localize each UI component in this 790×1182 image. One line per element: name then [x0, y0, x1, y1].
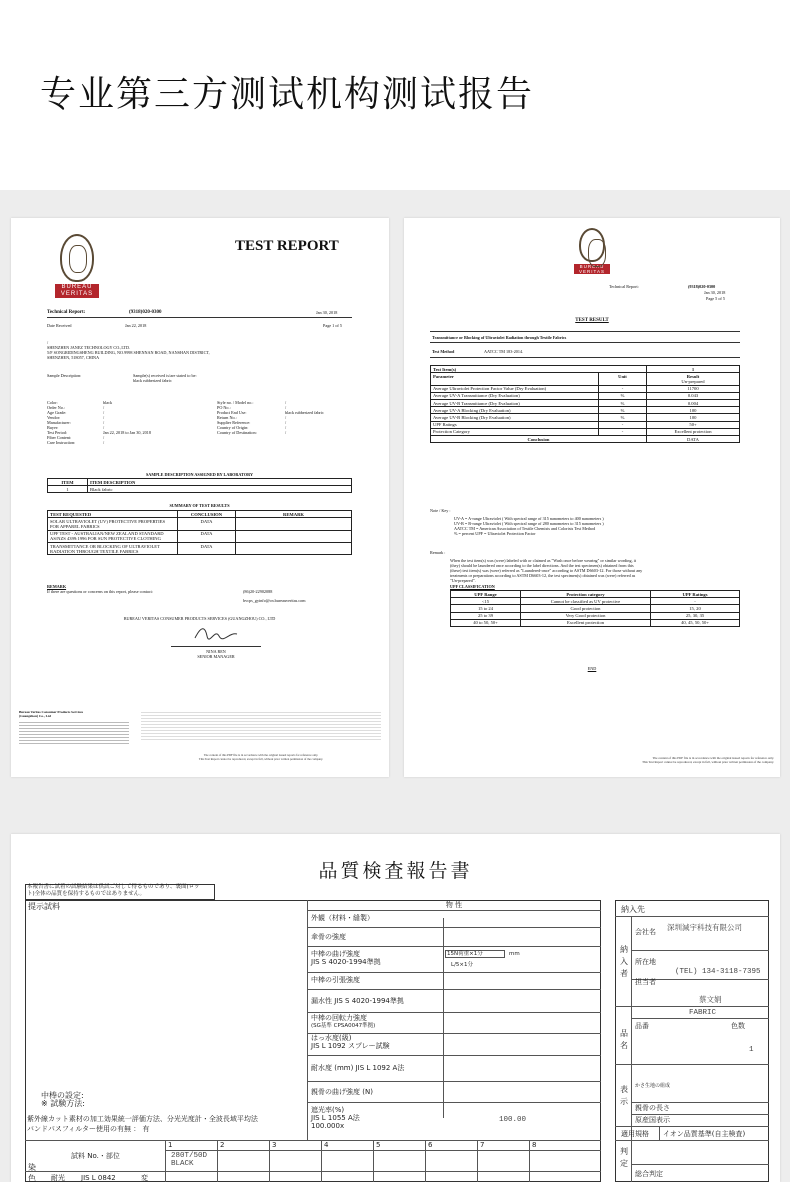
table-title: Transmittance or Blocking of Ultraviolet Radiation through Textile Fabrics	[432, 335, 567, 340]
standard-label: 適用規格	[621, 1130, 649, 1138]
colour-row-label: 試料 No.・部位	[71, 1152, 120, 1160]
origin-label: 原産国表示	[635, 1116, 670, 1124]
product-side-label: 品名	[620, 1029, 628, 1050]
col-number: 7	[480, 1141, 485, 1149]
composition-label: かさ生地の組成	[635, 1083, 671, 1089]
contact-phone: (86)20-22902088	[243, 589, 273, 594]
jp-report-title: 品質検査報告書	[318, 860, 473, 882]
report-date: Jan 30, 2018	[704, 290, 726, 295]
col-number: 8	[532, 1141, 537, 1149]
footer-fine-print	[141, 710, 381, 742]
test-method: AATCC TM 183-2014.	[484, 349, 524, 354]
row-rotate: 中棒の回転力強度 (SG基準 CPSA0047準拠)	[311, 1014, 376, 1029]
shade-value: 100.00	[499, 1116, 527, 1124]
bureau-veritas-logo	[55, 234, 99, 298]
contact-email: bvcps_gyinfo@cn.bureauveritas.com	[243, 598, 306, 603]
signature-icon	[191, 622, 241, 644]
sample-1-spec: 280T/50D BLACK	[171, 1152, 208, 1168]
end-marker: END	[587, 666, 597, 671]
bend-load: 15N荷重×1分	[447, 951, 483, 957]
color-count: 1	[749, 1046, 754, 1054]
remark-title: REMARK	[47, 584, 67, 589]
remark-text: If there are questions or concerns on this report, please contact:	[47, 589, 153, 594]
logo-text: BUREAU VERITAS	[55, 284, 99, 298]
standard-value: イオン品質基準(自主検査)	[663, 1130, 746, 1138]
judge-side-label: 判定	[620, 1147, 628, 1168]
change-label: 変	[141, 1174, 148, 1182]
date-received-label: Date Received	[47, 323, 72, 328]
sample-section-title: SAMPLE DESCRIPTION ASSIGNED BY LABORATORY	[145, 472, 254, 477]
signature-line	[171, 646, 261, 647]
sample-description-label: Sample Description:	[47, 373, 82, 378]
page-header	[0, 0, 790, 190]
page-headline: 专业第三方测试机构测试报告	[40, 74, 535, 115]
divider	[430, 342, 740, 343]
section-title: TEST RESULT	[575, 318, 609, 323]
row-rib-bend: 親骨の曲げ強度 (N)	[311, 1088, 373, 1096]
row-leak: 漏水性 JIS S 4020-1994準拠	[311, 997, 404, 1005]
client-address: / SHENZHEN JANEZ TECHNOLOGY CO.,LTD. 5/F SONGRIDINGSHENG BUILDING, NO.9998 SHENNAN ROAD, NANSHAN DISTRICT, SHENZHEN, 518057, CHINA	[47, 340, 210, 360]
upf-class-title: UPF CLASSIFICATION	[450, 584, 495, 589]
bureau-veritas-seal-icon	[579, 228, 605, 262]
bureau-veritas-seal-icon	[60, 234, 94, 282]
col-number: 3	[272, 1141, 277, 1149]
tech-report-label: Technical Report:	[47, 310, 86, 315]
logo-text: BUREAU VERITAS	[574, 264, 610, 274]
tel: (TEL) 134-3118-7395	[675, 968, 761, 976]
page-number: Page 1 of 5	[323, 323, 342, 328]
quality-inspection-report	[11, 834, 780, 1182]
fabric-label: FABRIC	[689, 1009, 717, 1017]
footer-company: Bureau Veritas Consumer Products Services (Guangzhou) Co., Ltd	[19, 710, 84, 718]
grid-line	[307, 900, 308, 1140]
address-label: 所在地	[635, 958, 656, 966]
notes: UV-A = A-range Ultraviolet ( With spectral range of 315 nanometers to 400 nanometers ) UV-B = B-range Ultraviolet ( With spectral range of 280 nanometers to 315 nanometers ) AATCC TM = American Association of Textile Chemists and Colorists Test Method % = percent UPF = Ultraviolet Protection Factor	[454, 516, 604, 536]
signer-name: NINA REN	[206, 649, 226, 654]
fields-left: Color: black Order No.: / Age Grade: / Vendor: / Manufacturer: / Buyer: / Test Period: Jan 22, 2018 to Jan 30, 2018 Fiber Content: / Care Instruction: /	[47, 400, 151, 445]
property-header: 物 性	[445, 901, 463, 909]
report-date: Jan 30, 2018	[316, 310, 338, 315]
sample-description: Sample(s) received is/are stated to be: black rubberized fabric	[133, 373, 197, 383]
bureau-veritas-logo	[574, 228, 610, 274]
test-method-label: Test Method	[432, 349, 455, 354]
col-number: 6	[428, 1141, 433, 1149]
divider	[430, 357, 740, 358]
row-water-repel: はっ水度(級) JIS L 1092 スプレー試験	[311, 1034, 390, 1050]
row-shaft-tensile: 中棒の引張強度	[311, 976, 360, 984]
rib-length-label: 親骨の長さ	[635, 1104, 670, 1112]
left-notes-method: 紫外線カット素材の加工効果統一評価方法、分光光度計・全波長域平均法 バンドパスフィルター使用の有無 ： 有	[27, 1115, 258, 1133]
col-number: 2	[220, 1141, 225, 1149]
divider	[430, 331, 740, 332]
lightfastness-label: 耐光	[51, 1174, 65, 1182]
company-name: 深圳減宇科技有限公司	[667, 925, 742, 933]
upf-table: UPF Range Protection category UPF Ratings <15 Cannot be classified as UV protective - 15 to 24 Good protection 15, 20 25 to 39 Very Good protection 25, 30, 35 40 to 50, 50+ Excellent protection 40, 45, 50, 50+	[450, 590, 740, 627]
company-label: 会社名	[635, 928, 656, 936]
row-shade: 遮光率(%) JIS L 1055 A法 100.000x	[311, 1106, 360, 1130]
product-number-label: 品番	[635, 1022, 649, 1030]
tech-report-label: Technical Report:	[609, 284, 639, 289]
note-label: Note / Key :	[430, 508, 451, 513]
item-table: ITEM ITEM DESCRIPTION 1 Black fabric	[47, 478, 352, 493]
row-appearance: 外観（材料・縫製）	[311, 914, 374, 922]
page-number: Page 5 of 5	[706, 296, 725, 301]
divider	[47, 317, 352, 318]
results-table: Test Item(s) 1 Parameter Unit Result Un-prepared Average Ultraviolet Protection Factor Value (Dry Evaluation) - 11700 Average UV-A Transmittance (Dry Evaluation) % 0.043 Average UV-B Transmittance (Dry Evaluation) % 0.004 Average UV-A Blocking (Dry Evaluation) % 100 Average UV-B Blocking (Dry Evaluation) % 100 UPF Ratings - 50+ Protection Category - Excellent protection Conclusion DATA	[430, 365, 740, 443]
person-label: 担当者	[635, 978, 656, 986]
col-number: 5	[376, 1141, 381, 1149]
test-report-page-1	[11, 218, 389, 777]
summary-table: TEST REQUESTED CONCLUSION REMARK SOLAR ULTRAVIOLET (UV) PROTECTIVE PROPERTIES FOR APPAREL FABRICS DATA UPF TEST - AUSTRALIAN/NEW ZEALAND STANDARD AS/NZS 4399:1996 FOR SUN PROTECTIVE CLOTHING DATA TRANSMITTANCE OR BLOCKING OF ULTRAVIOLET RADIATION THROUGH TEXTILE FABRICS DATA	[47, 510, 352, 555]
row-shaft-bend: 中棒の曲げ強度 JIS S 4020-1994準拠	[311, 950, 381, 966]
bend-ratio: L/5×1分	[451, 962, 474, 968]
top-note: 本報告書に試着の試験結果は供試ご対して得るものであり、裏面(ロッ ト)全体の品質を保持するものではありません。	[27, 884, 200, 897]
recipient-label: 納入先	[621, 905, 645, 914]
report-number: (9318)020-0300	[129, 310, 162, 315]
sample-label: 提示試料	[28, 902, 60, 911]
fields-right: Style no. / Model no.: / PO No.: / Product End Use: black rubberized fabric Return No.: / Supplier Reference: / Country of Origin: / Country of Destination: /	[217, 400, 324, 435]
report-title: TEST REPORT	[235, 238, 339, 254]
col-number: 4	[324, 1141, 329, 1149]
jis-label: JIS L 0842	[81, 1174, 116, 1182]
remark-label: Remark :	[430, 550, 446, 555]
grid-line	[443, 918, 444, 1118]
remark-text: When the test item(s) was (were) labeled with or claimed as "Wash once before wearing" or similar wording, it (they) should be laundered once according to the label directions. And the test specimen(s) obtained from this (these) test item(s) was (were) referred as "Laundered-once" according to ASTM D6603-12. For those without any treatments or preparations according to ASTM D6603-12, the test specimen(s) obtained was (were) referred as "Un-prepared".	[450, 558, 643, 583]
person-name: 蔡文娟	[699, 997, 722, 1005]
col-number: 1	[168, 1141, 173, 1149]
footer-address-block	[19, 720, 129, 746]
grid-line	[307, 910, 601, 911]
row-rib-strength: 傘骨の強度	[311, 933, 346, 941]
report-number: (9318)020-0300	[688, 284, 716, 289]
dye-label: 染	[28, 1163, 36, 1172]
display-side-label: 表示	[620, 1085, 628, 1106]
supplier-side-label: 納入者	[620, 945, 628, 978]
row-water-res: 耐水度 (mm) JIS L 1092 A法	[311, 1064, 405, 1072]
bend-unit: mm	[509, 951, 520, 957]
company-name: BUREAU VERITAS CONSUMER PRODUCTS SERVICES (GUANGZHOU) CO., LTD	[123, 616, 276, 621]
color-count-label: 色数	[731, 1022, 745, 1030]
test-report-page-5	[404, 218, 780, 777]
signer-title: SENIOR MANAGER	[197, 654, 235, 659]
overall-judgement-label: 総合判定	[635, 1170, 663, 1178]
summary-title: SUMMARY OF TEST RESULTS	[169, 503, 230, 508]
footer-note: The content of this PDF file is in accordance with the original issued reports for reference only. This Test Report cannot be reproduced, except in full, without prior written permission of the company.	[198, 753, 324, 761]
footer-note: The content of this PDF file is in accordance with the original issued reports for reference only. This Test Report cannot be reproduced, except in full, without prior written permission of the company.	[642, 756, 774, 764]
color-label: 色	[28, 1174, 36, 1182]
left-notes: 中棒の設定: ※ 試験方法:	[41, 1091, 85, 1108]
date-received: Jan 22, 2018	[125, 323, 147, 328]
